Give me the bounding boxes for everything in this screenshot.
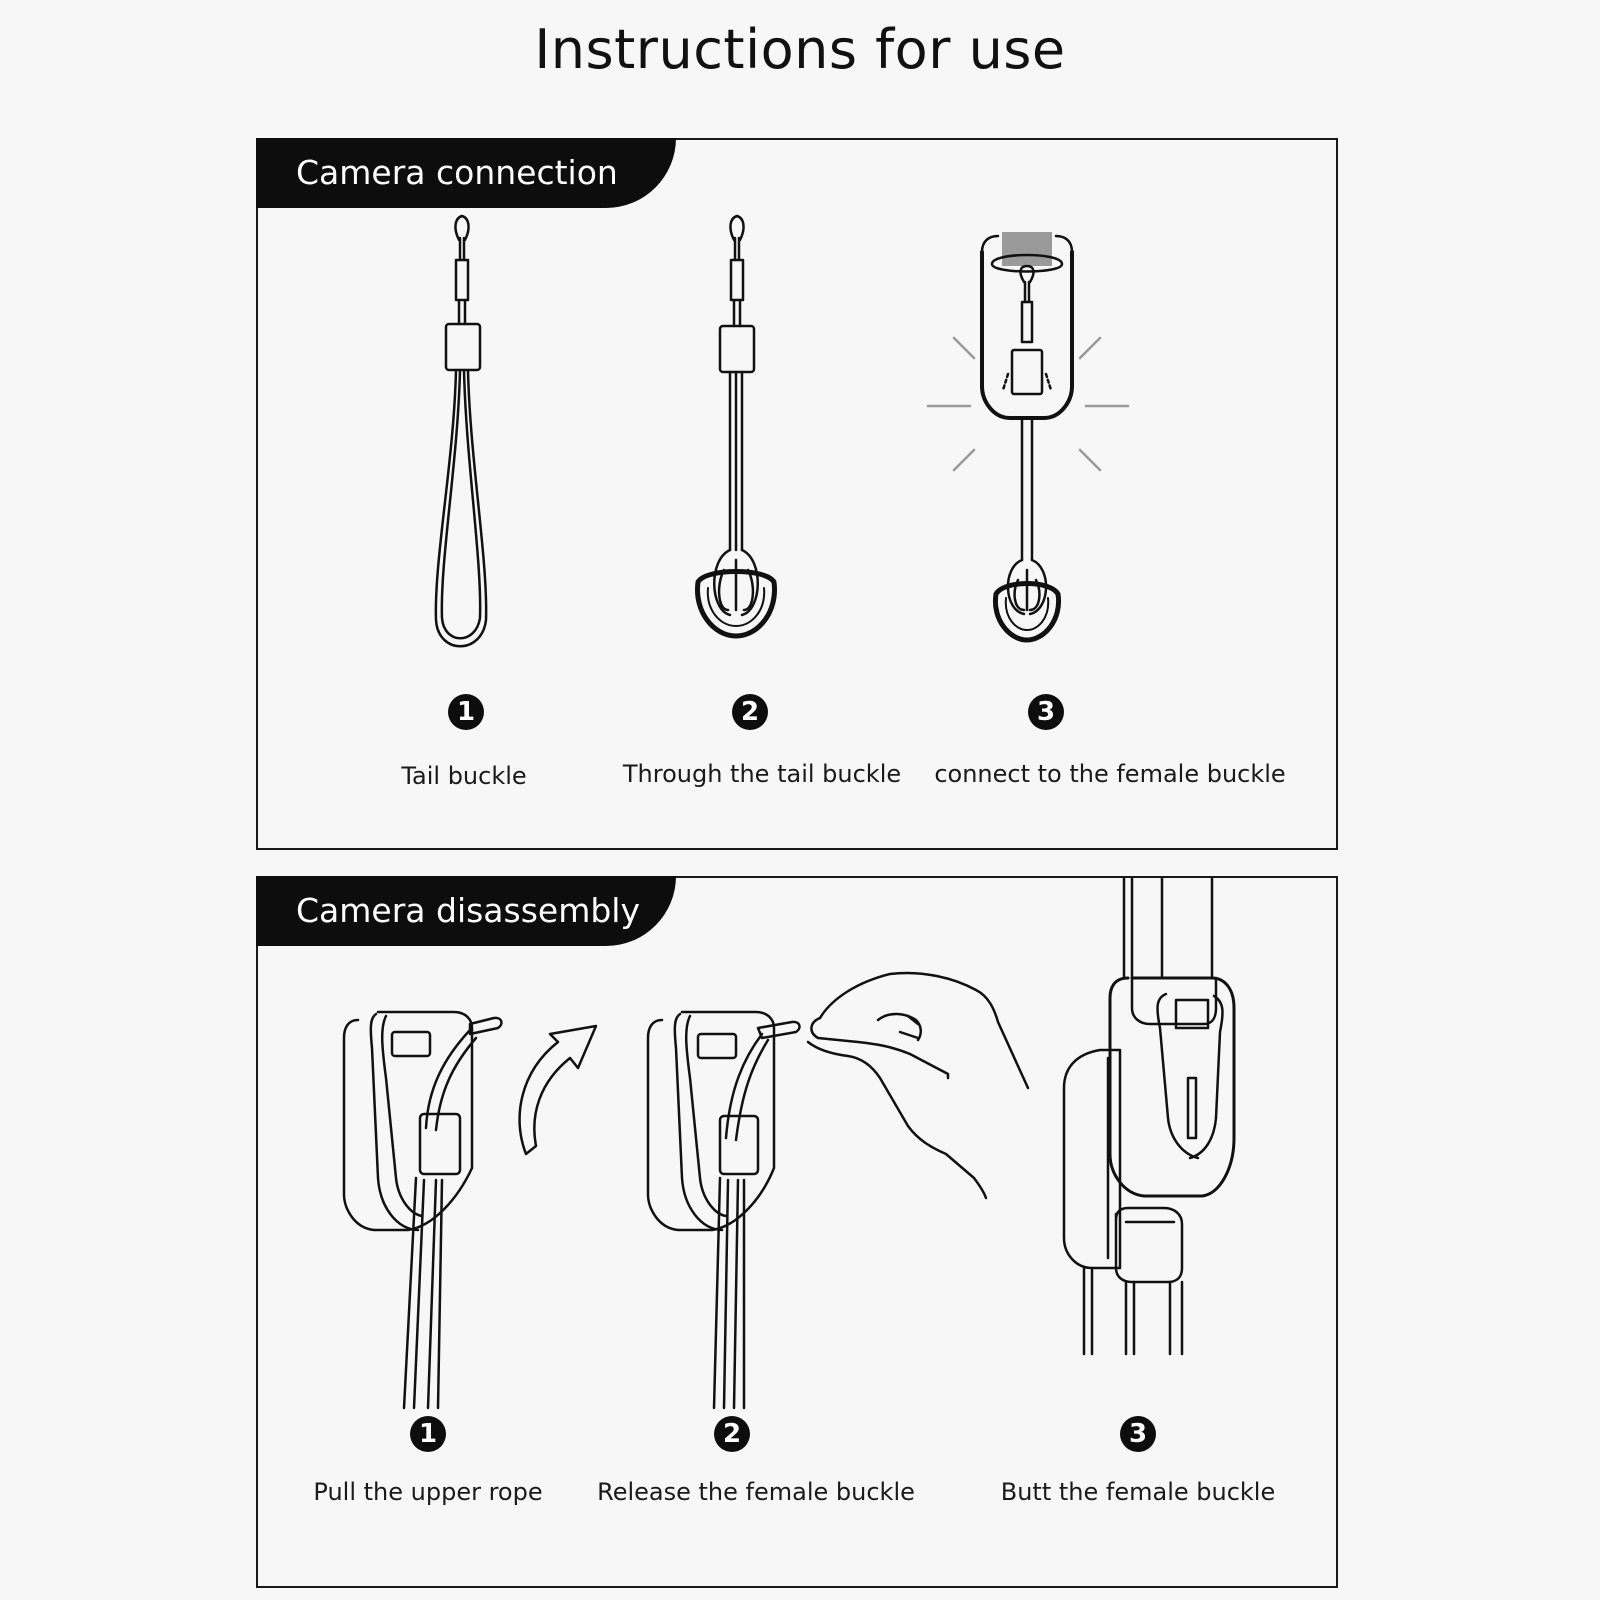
step-label: Butt the female buckle (1000, 1478, 1276, 1506)
pull-upper-rope-illustration (344, 1012, 596, 1408)
step-number-badge: 3 (1028, 694, 1064, 730)
page-title: Instructions for use (534, 18, 1066, 81)
step-number-badge: 1 (448, 694, 484, 730)
step-label: Tail buckle (401, 762, 527, 790)
step-label: Pull the upper rope (313, 1478, 543, 1506)
female-buckle-connection-illustration (928, 232, 1128, 640)
step-label: Through the tail buckle (622, 760, 902, 788)
section-heading: Camera disassembly (256, 876, 676, 946)
strap-through-buckle-illustration (697, 216, 774, 636)
camera-connection-panel (256, 138, 1338, 850)
release-female-buckle-illustration (648, 973, 1028, 1408)
camera-disassembly-panel (256, 876, 1338, 1588)
step-number-badge: 2 (732, 694, 768, 730)
step-number-badge: 1 (410, 1416, 446, 1452)
step-label: connect to the female buckle (934, 760, 1286, 788)
step-label: Release the female buckle (597, 1478, 915, 1506)
tail-buckle-strap-illustration (436, 216, 486, 646)
step-number-badge: 3 (1120, 1416, 1156, 1452)
butt-female-buckle-illustration (1064, 878, 1234, 1354)
section-heading: Camera connection (256, 138, 676, 208)
step-number-badge: 2 (714, 1416, 750, 1452)
camera-mount-block (1002, 232, 1052, 266)
